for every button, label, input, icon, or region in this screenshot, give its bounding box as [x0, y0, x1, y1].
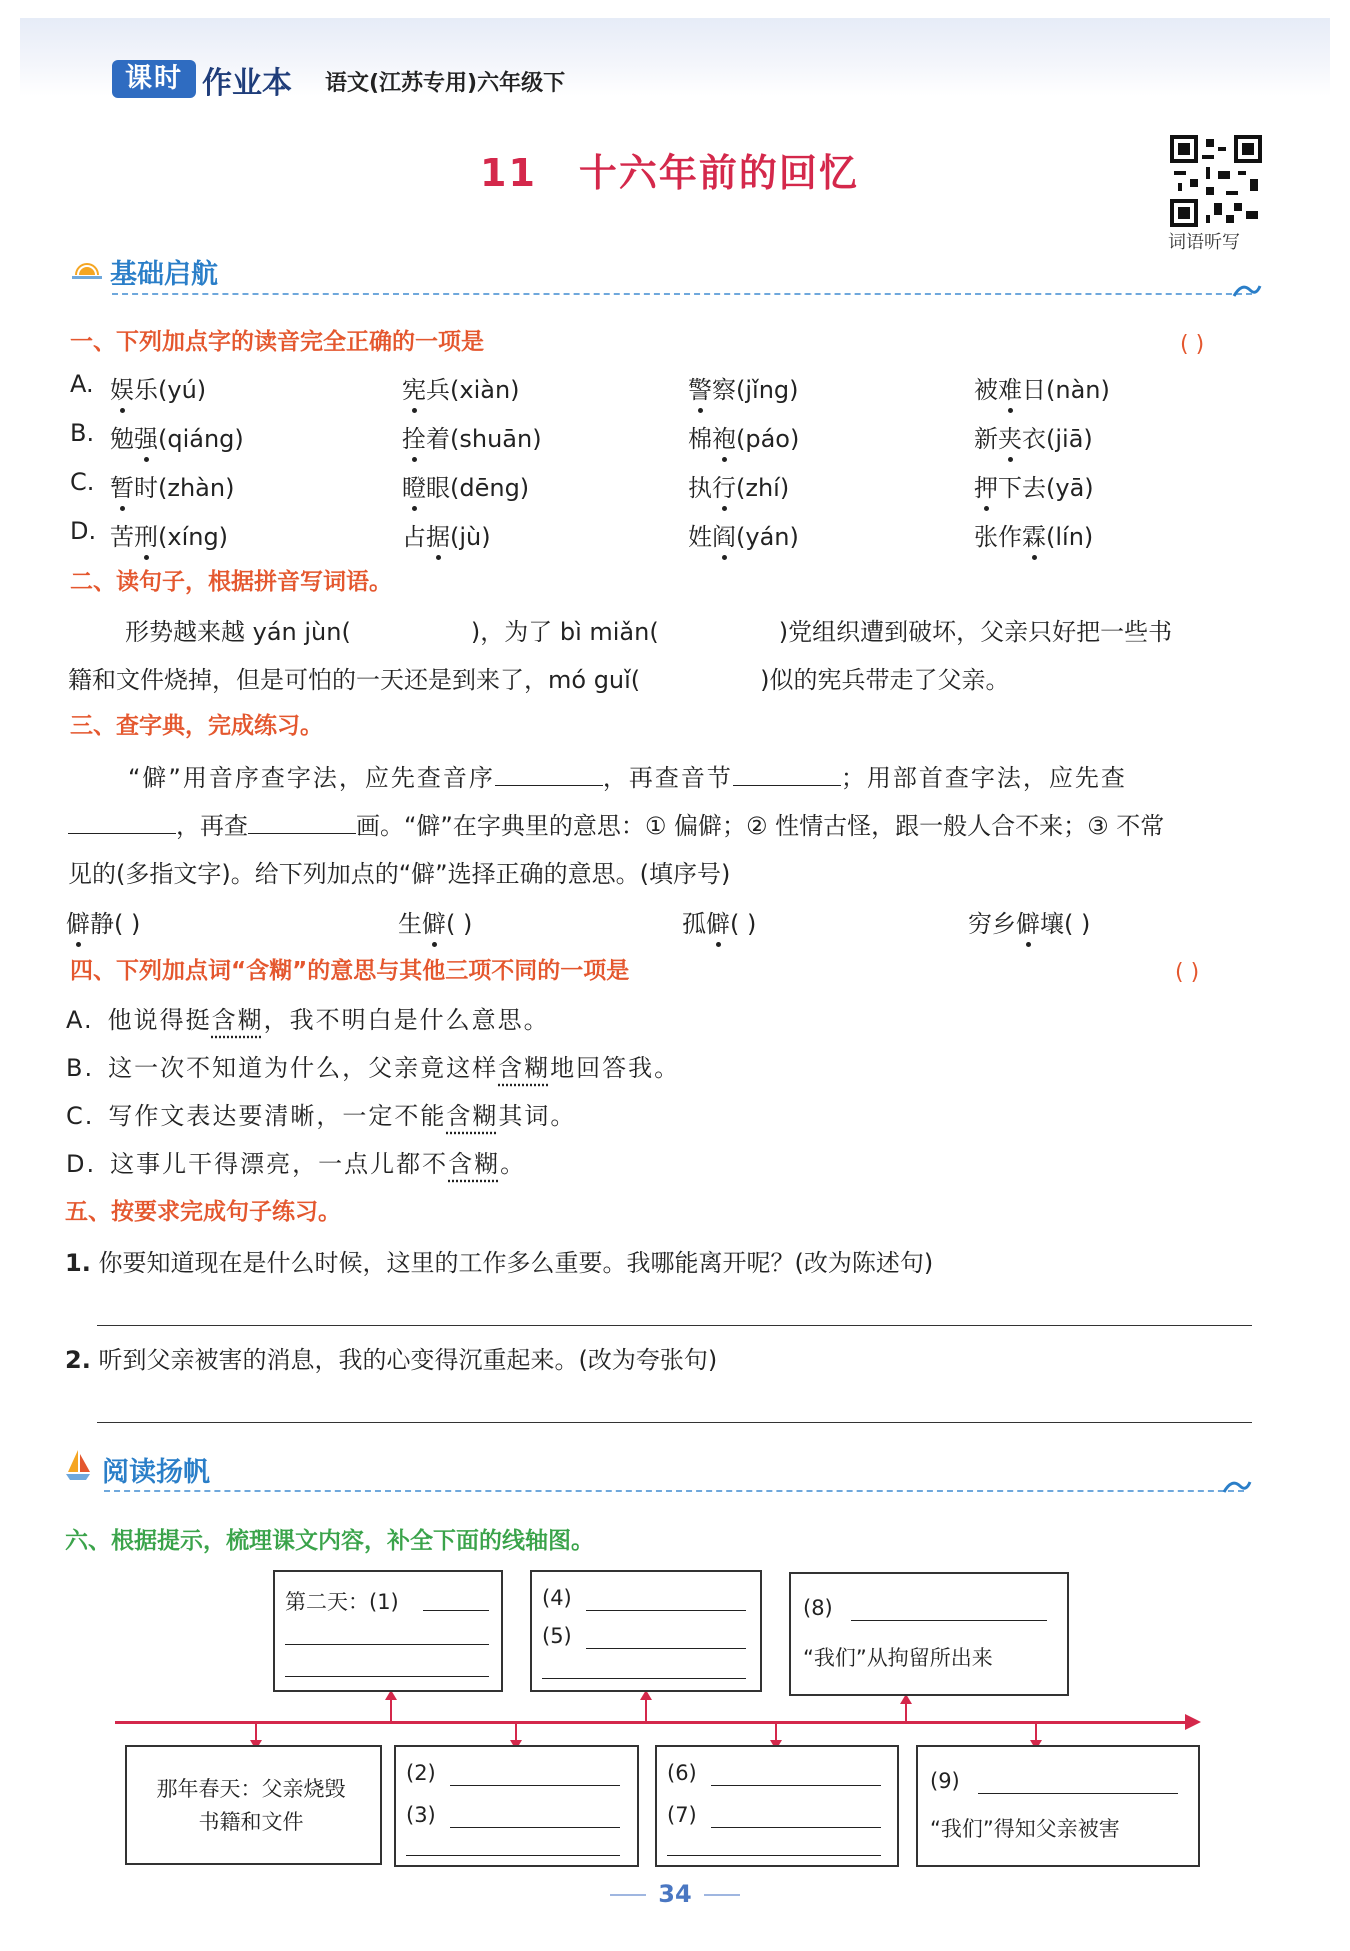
q3-blank-yinjie[interactable]	[733, 761, 841, 786]
q1-word: 押下去(yā)	[974, 468, 1094, 503]
dotted-char: 娱	[110, 370, 134, 405]
timeline-box-4-5	[530, 1570, 762, 1692]
lesson-name: 十六年前的回忆	[578, 151, 859, 195]
box-label: (9)	[930, 1769, 960, 1793]
brand-name: 作业本	[202, 66, 292, 101]
q4-option[interactable]: C. 写作文表达要清晰，一定不能含糊其词。	[66, 1102, 577, 1130]
q1-option-label[interactable]: D.	[70, 517, 97, 545]
section-title-basic: 基础启航	[110, 259, 218, 290]
dotted-char: 难	[998, 370, 1022, 405]
timeline-arrow-head	[1185, 1714, 1201, 1730]
dotted-char: 瞪	[402, 468, 426, 503]
q1-option-label[interactable]: A.	[70, 370, 94, 398]
brand-logo: 课时	[112, 60, 196, 98]
q3-line3: 见的(多指文字)。给下列加点的“僻”选择正确的意思。(填序号)	[68, 860, 731, 888]
dotted-char: 夹	[998, 419, 1022, 454]
q1-word: 拴着(shuān)	[402, 419, 542, 454]
q1-answer-paren[interactable]: ( )	[1180, 332, 1205, 357]
dotted-char: 僻	[1016, 904, 1040, 939]
timeline-box-6-7	[655, 1745, 899, 1867]
q2-line1: 形势越来越 yán jùn( )，为了 bì miǎn( )党组织遭到破坏，父亲只好把一些书	[125, 618, 1173, 646]
box-label: “我们”从拘留所出来	[803, 1646, 993, 1670]
q4-answer-paren[interactable]: ( )	[1175, 960, 1200, 985]
q1-heading: 一、下列加点字的读音完全正确的一项是	[70, 329, 484, 355]
q3-item[interactable]: 生僻( )	[398, 904, 472, 939]
connector	[645, 1698, 647, 1721]
answer-line[interactable]	[711, 1827, 881, 1828]
answer-line[interactable]	[586, 1648, 746, 1649]
box-label: (6)	[667, 1761, 697, 1785]
q2-line2: 籍和文件烧掉，但是可怕的一天还是到来了，mó guǐ( )似的宪兵带走了父亲。	[68, 666, 1010, 694]
qr-code-icon[interactable]	[1170, 135, 1262, 227]
timeline-box-day2	[273, 1570, 503, 1692]
q3-heading: 三、查字典，完成练习。	[70, 713, 323, 739]
q3-item[interactable]: 孤僻( )	[682, 904, 756, 939]
connector	[905, 1702, 907, 1721]
answer-line[interactable]	[542, 1678, 746, 1679]
wave-icon	[1222, 1476, 1252, 1496]
answer-line[interactable]	[285, 1644, 489, 1645]
section-divider	[112, 293, 1252, 295]
q1-word: 警察(jǐng)	[688, 370, 799, 405]
dotted-word: 含糊	[498, 1054, 551, 1082]
timeline-box-spring	[125, 1745, 382, 1865]
answer-line[interactable]	[711, 1785, 881, 1786]
box-label: 第二天：(1)	[285, 1590, 399, 1614]
dotted-char: 僻	[422, 904, 446, 939]
lesson-number: 11	[480, 151, 537, 195]
q1-word: 姓阎(yán)	[688, 517, 799, 552]
answer-line[interactable]	[851, 1620, 1047, 1621]
dotted-char: 宪	[402, 370, 426, 405]
q3-blank-yinxu[interactable]	[495, 761, 603, 786]
q5-item-2: 2. 听到父亲被害的消息，我的心变得沉重起来。(改为夸张句)	[65, 1346, 718, 1374]
sailboat-icon	[64, 1448, 92, 1482]
box-label: (4)	[542, 1586, 572, 1610]
q1-word: 宪兵(xiàn)	[402, 370, 520, 405]
q6-heading: 六、根据提示，梳理课文内容，补全下面的线轴图。	[65, 1528, 594, 1554]
dotted-char: 拴	[402, 419, 426, 454]
answer-line[interactable]	[450, 1827, 620, 1828]
q1-word: 执行(zhí)	[688, 468, 789, 503]
dotted-char: 警	[688, 370, 712, 405]
dotted-char: 暂	[110, 468, 134, 503]
dotted-char: 据	[426, 517, 450, 552]
q1-word: 张作霖(lín)	[974, 517, 1093, 552]
answer-line[interactable]	[450, 1785, 620, 1786]
timeline-axis	[115, 1721, 1190, 1724]
box-label: (8)	[803, 1596, 833, 1620]
q1-option-label[interactable]: B.	[70, 419, 95, 447]
q4-option[interactable]: D. 这事儿干得漂亮，一点儿都不含糊。	[66, 1150, 527, 1178]
dotted-char: 刑	[134, 517, 158, 552]
q1-word: 被难日(nàn)	[974, 370, 1110, 405]
q1-word: 娱乐(yú)	[110, 370, 206, 405]
q3-line2: ，再查 画。“僻”在字典里的意思：① 偏僻；② 性情古怪，跟一般人合不来；③ 不常	[68, 806, 1164, 841]
dotted-char: 僻	[66, 904, 90, 939]
q3-blank-bihua[interactable]	[248, 809, 356, 834]
q4-option[interactable]: A. 他说得挺含糊，我不明白是什么意思。	[66, 1006, 550, 1034]
q4-heading: 四、下列加点词“含糊”的意思与其他三项不同的一项是	[70, 958, 630, 984]
dotted-char: 行	[712, 468, 736, 503]
subject-label: 语文(江苏专用)六年级下	[325, 71, 566, 96]
q3-line1: “僻”用音序查字法，应先查音序 ，再查音节 ；用部首查字法，应先查	[128, 758, 1127, 793]
q3-item[interactable]: 穷乡僻壤( )	[968, 904, 1090, 939]
dotted-char: 霖	[1022, 517, 1046, 552]
q4-option[interactable]: B. 这一次不知道为什么，父亲竟这样含糊地回答我。	[66, 1054, 681, 1082]
answer-line[interactable]	[586, 1610, 746, 1611]
q5-answer-line-1[interactable]	[97, 1325, 1252, 1326]
box-label: (2)	[406, 1761, 436, 1785]
wave-icon	[1232, 280, 1262, 300]
q5-answer-line-2[interactable]	[97, 1422, 1252, 1423]
dotted-char: 僻	[706, 904, 730, 939]
timeline-box-2-3	[394, 1745, 639, 1867]
q1-option-label[interactable]: C.	[70, 468, 95, 496]
q1-word: 占据(jù)	[402, 517, 491, 552]
q1-word: 苦刑(xíng)	[110, 517, 228, 552]
connector	[390, 1698, 392, 1721]
box-label: (7)	[667, 1803, 697, 1827]
answer-line[interactable]	[285, 1676, 489, 1677]
sunrise-icon	[72, 255, 102, 281]
page-number: 34	[0, 1880, 1350, 1908]
q1-word: 暂时(zhàn)	[110, 468, 234, 503]
q5-item-1: 1. 你要知道现在是什么时候，这里的工作多么重要。我哪能离开呢？(改为陈述句)	[65, 1249, 934, 1277]
lesson-title	[480, 142, 859, 197]
box-label: (3)	[406, 1803, 436, 1827]
answer-line[interactable]	[406, 1855, 620, 1856]
qr-label: 词语听写	[1168, 232, 1240, 253]
dotted-char: 押	[974, 468, 998, 503]
q2-heading: 二、读句子，根据拼音写词语。	[70, 569, 392, 595]
dotted-char: 袍	[712, 419, 736, 454]
box-label: (5)	[542, 1624, 572, 1648]
timeline-box-8	[789, 1572, 1069, 1696]
dotted-char: 阎	[712, 517, 736, 552]
q3-blank-bushou[interactable]	[68, 809, 176, 834]
dotted-word: 含糊	[448, 1150, 501, 1178]
section-title-reading: 阅读扬帆	[102, 1457, 210, 1488]
dotted-word: 含糊	[446, 1102, 499, 1130]
timeline-box-9	[916, 1745, 1200, 1867]
box-label: “我们”得知父亲被害	[930, 1817, 1120, 1841]
box-label: 那年春天：父亲烧毁书籍和文件	[156, 1777, 346, 1834]
answer-line[interactable]	[423, 1610, 489, 1611]
q5-heading: 五、按要求完成句子练习。	[65, 1199, 341, 1225]
section-divider-2	[104, 1490, 1244, 1492]
answer-line[interactable]	[667, 1855, 881, 1856]
dotted-char: 强	[134, 419, 158, 454]
q1-word: 新夹衣(jiā)	[974, 419, 1093, 454]
q1-word: 棉袍(páo)	[688, 419, 799, 454]
q1-word: 瞪眼(dēng)	[402, 468, 529, 503]
q3-item[interactable]: 僻静( )	[66, 904, 140, 939]
q1-word: 勉强(qiáng)	[110, 419, 244, 454]
dotted-word: 含糊	[211, 1006, 264, 1034]
answer-line[interactable]	[978, 1793, 1178, 1794]
